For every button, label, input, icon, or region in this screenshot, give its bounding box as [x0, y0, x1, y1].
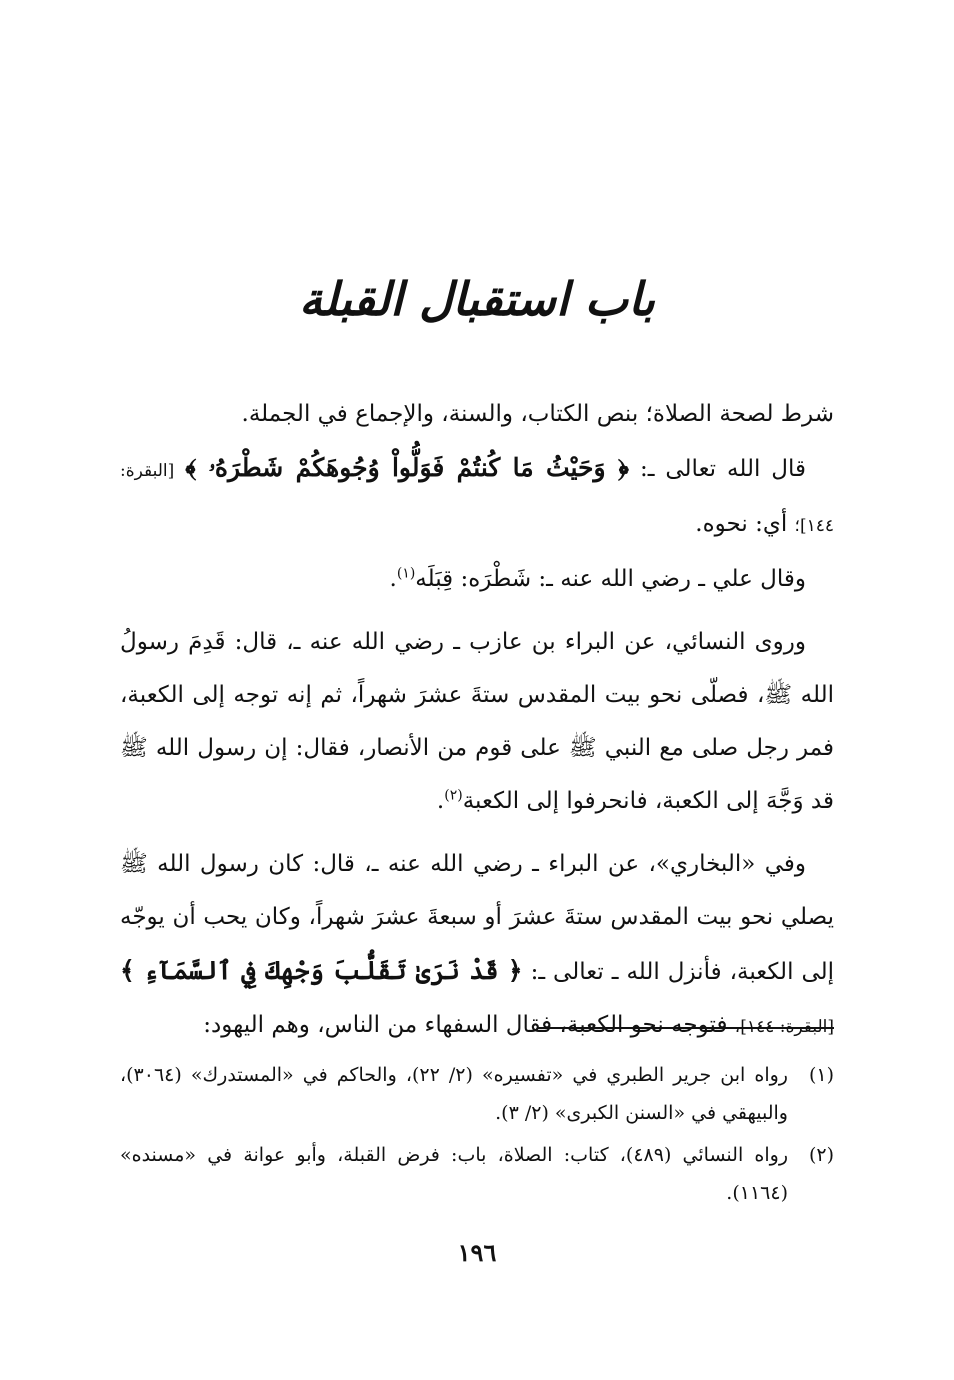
sentence-end: .: [436, 788, 445, 814]
paragraph-verse-1: [120, 441, 834, 553]
footnotes: [120, 1056, 834, 1216]
footnote-separator: [538, 1027, 834, 1029]
ali-quote-text: وقال علي ـ رضي الله عنه ـ: شَطْرَه: قِبَلَه: [415, 566, 806, 592]
paragraph-nasai-narration: [120, 616, 834, 828]
footnote-1: [120, 1056, 834, 1132]
page-number: ١٩٦: [457, 1238, 497, 1267]
verse-reference: [البقرة: ١٤٤]؛: [120, 461, 834, 536]
footnote-number: (١): [808, 1064, 834, 1086]
footnote-marker: (٢): [444, 787, 463, 804]
sentence-end: .: [389, 566, 397, 592]
bukhari-narration-text: وفي «البخاري»، عن البراء ـ رضي الله عنه ـ، قال: كان رسول الله ﷺ يصلي نحو بيت المقدس ستةَ عشرَ أو سبعةَ عشرَ شهراً، وكان يحب أن يوجّه إلى الكعبة، فأنزل الله ـ تعالى ـ:: [120, 851, 835, 985]
paragraph-bukhari-narration: [120, 838, 834, 1054]
quran-verse: ﴿ قَدْ نَرَىٰ تَقَلُّبَ وَجْهِكَ فِي ٱلسَّمَآءِ ﴾: [120, 956, 523, 985]
chapter-title: باب استقبال القبلة: [299, 272, 655, 326]
nasai-narration-text: وروى النسائي، عن البراء بن عازب ـ رضي الله عنه ـ، قال: قَدِمَ رسولُ الله ﷺ، فصلّى نحو بيت المقدس ستةَ عشرَ شهراً، ثم إنه توجه إلى الكعبة، فمر رجل صلى مع النبي ﷺ على قوم من الأنصار، فقال: إن رسول الله ﷺ قد وَجَّهَ إلى الكعبة، فانحرفوا إلى الكعبة: [120, 629, 834, 814]
verse-explanation: أي: نحوه.: [695, 511, 788, 537]
footnote-2: [120, 1136, 834, 1212]
footnote-text: رواه النسائي (٤٨٩)، كتاب: الصلاة، باب: فرض القبلة، وأبو عوانة في «مسنده» (١١٦٤).: [120, 1144, 788, 1204]
verse-intro: قال الله تعالى ـ:: [639, 456, 807, 482]
footnote-marker: (١): [396, 565, 416, 582]
body-text: [120, 388, 834, 1064]
footnote-number: (٢): [808, 1144, 834, 1166]
paragraph-definition: [120, 388, 834, 441]
bukhari-narration-continuation: فتوجه نحو الكعبة، فقال السفهاء من الناس، وهم اليهود:: [203, 1012, 728, 1038]
paragraph-ali-quote: [120, 553, 834, 606]
footnote-text: رواه ابن جرير الطبري في «تفسيره» (٢/ ٢٢)، والحاكم في «المستدرك» (٣٠٦٤)، والبيهقي في «السنن الكبرى» (٢/ ٣).: [120, 1064, 788, 1124]
verse-reference: [البقرة: ١٤٤]،: [734, 1017, 834, 1037]
definition-text: شرط لصحة الصلاة؛ بنص الكتاب، والسنة، والإجماع في الجملة.: [241, 401, 834, 427]
quran-verse: ﴿ وَحَيْثُ مَا كُنتُمْ فَوَلُّواْ وُجُوهَكُمْ شَطْرَهُۥ ﴾: [185, 453, 629, 482]
